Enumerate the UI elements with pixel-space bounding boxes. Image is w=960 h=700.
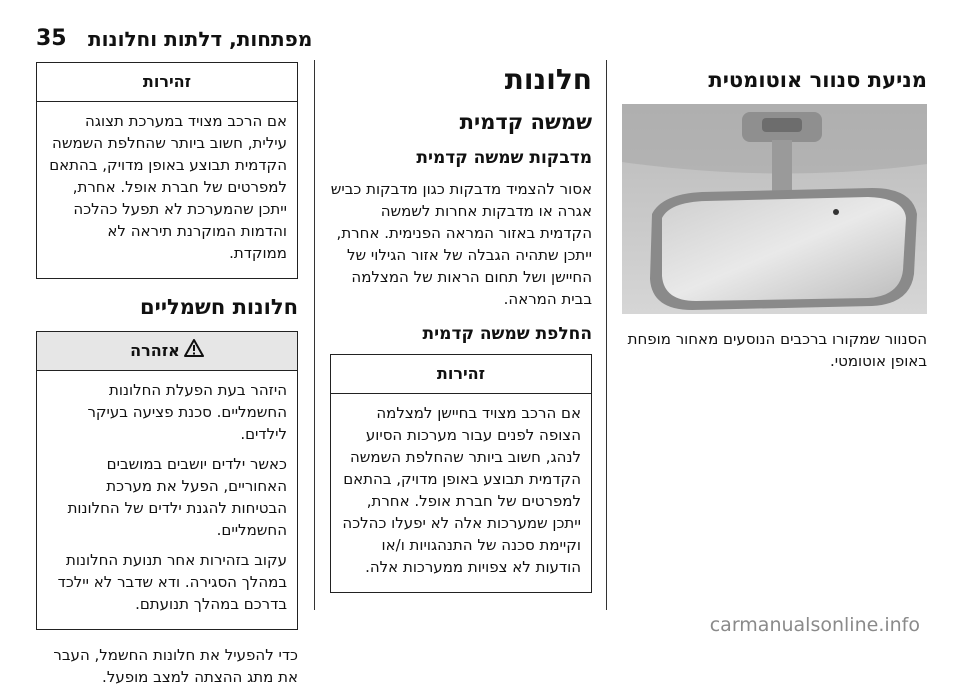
caution-title: זהירות xyxy=(331,355,591,394)
warning-paragraph-1: היזהר בעת הפעלת החלונות החשמליים. סכנת פציעה בעיקר לילדים. xyxy=(87,381,287,443)
column-divider-left xyxy=(314,60,315,610)
stickers-text: אסור להצמיד מדבקות כגון מדבקות כביש אגרה או מדבקות אחרות לשמשה הקדמית באזור המראה הפנימית. אחרת, ייתכן שתהיה הגבלה של אזור הגילוי של החיישן ושל תחום הראות של המצלמה בבית המראה. xyxy=(330,180,592,308)
power-windows-instruction: כדי להפעיל את חלונות החשמל, העבר את מתג ההצתה למצב מופעל. xyxy=(53,646,298,686)
subsection-heading-stickers: מדבקות שמשה קדמית xyxy=(416,148,592,168)
page-header xyxy=(0,26,960,60)
caution-text-hud: אם הרכב מצויד במערכת תצוגה עילית, חשוב ביותר שהחלפת השמשה הקדמית תבוצע באופן מדויק, בהתאם למפרטים של חברת אופל. אחרת, ייתכן שהמערכת לא תפעל כהלכה והדמות המוקרנת תיראה לא ממוקדת. xyxy=(49,112,287,262)
warning-header xyxy=(37,332,297,371)
mirror-caption: הסנוור שמקורו ברכבים הנוסעים מאחור מופחת באופן אוטומטי. xyxy=(627,330,927,370)
caution-text: אם הרכב מצויד בחיישן למצלמה הצופה לפנים עבור מערכות הסיוע לנהג, חשוב ביותר שהחלפת השמשה הקדמית תבוצע באופן מדויק, בהתאם למפרטים של חברת אופל. אחרת, ייתכן שמערכות אלה לא יפעלו כהלכה וקיימת סכנה של התנהגויות ו/או הודעות לא צפויות ממערכות אלה. xyxy=(342,404,581,576)
running-title: מפתחות, דלתות וחלונות xyxy=(88,27,313,51)
column-divider-right xyxy=(606,60,607,610)
chapter-heading-windows: חלונות xyxy=(504,63,592,96)
caution-box-hud xyxy=(36,62,298,279)
warning-triangle-icon xyxy=(184,333,204,371)
section-heading-power-windows: חלונות חשמליים xyxy=(140,295,298,319)
footer-watermark: carmanualsonline.info xyxy=(709,614,920,636)
warning-paragraph-2: כאשר ילדים יושבים במושבים האחוריים, הפעל את מערכת הבטיחות להגנת ילדים של החלונות החשמליים. xyxy=(67,455,287,539)
warning-box-power-windows xyxy=(36,331,298,630)
middle-column xyxy=(330,62,592,607)
left-column xyxy=(36,62,298,700)
section-heading-anti-glare: מניעת סנוור אוטומטית xyxy=(708,68,927,92)
caution-box-windscreen xyxy=(330,354,592,593)
section-heading-windscreen: שמשה קדמית xyxy=(459,110,592,134)
warning-title: אזהרה xyxy=(130,341,180,360)
caution-title-hud: זהירות xyxy=(37,63,297,102)
warning-paragraph-3: עקוב בזהירות אחר תנועת החלונות במהלך הסגירה. ודא שדבר לא יילכד בדרכם במהלך תנועתם. xyxy=(57,551,287,613)
page-number: 35 xyxy=(36,26,67,51)
right-column xyxy=(622,62,927,372)
mirror-illustration xyxy=(622,104,927,314)
rearview-mirror-photo xyxy=(622,104,927,314)
subsection-heading-replacement: החלפת שמשה קדמית xyxy=(422,324,592,344)
